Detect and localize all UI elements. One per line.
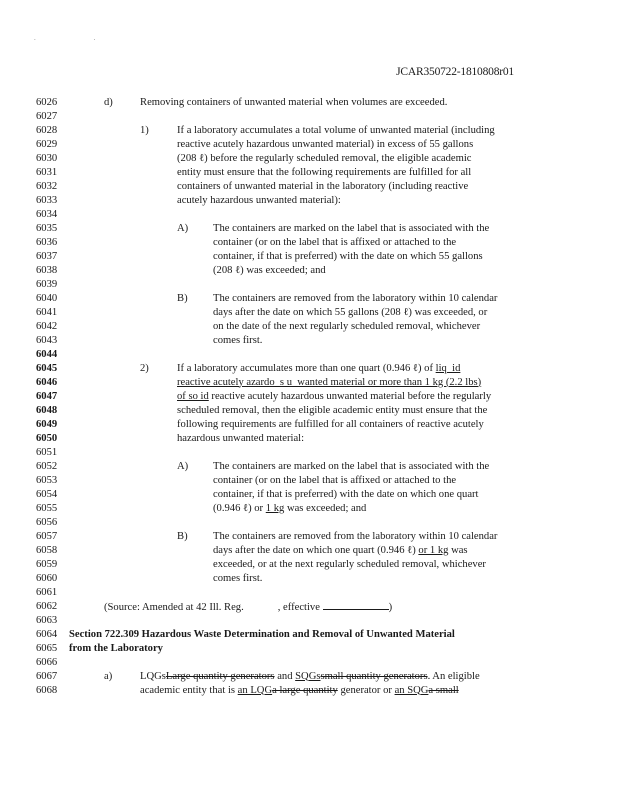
document-line (0, 96, 618, 110)
line-number: 6051 (36, 446, 58, 458)
line-text: comes first. (213, 334, 263, 346)
document-line (0, 684, 618, 698)
document-line (0, 292, 618, 306)
text-segment: small quantity generators (320, 670, 428, 682)
document-line (0, 404, 618, 418)
text-segment: academic entity that is (140, 684, 238, 696)
line-text: scheduled removal, then the eligible academic entity must ensure that the (177, 404, 488, 416)
text-segment: (Source: Amended at 42 Ill. Reg. (104, 601, 244, 613)
document-line (0, 600, 618, 614)
line-number: 6065 (36, 642, 58, 654)
line-text: days after the date on which 55 gallons (208 ℓ) was exceeded, or (213, 306, 488, 318)
text-segment: LQGs (140, 670, 166, 682)
document-line (0, 544, 618, 558)
line-text: following requirements are fulfilled for all containers of reactive acutely (177, 418, 484, 430)
text-segment: a small (428, 684, 459, 696)
document-line (0, 334, 618, 348)
line-text (69, 642, 163, 656)
line-text: The containers are marked on the label that is associated with the (213, 222, 490, 234)
document-line (0, 376, 618, 390)
line-text: The containers are marked on the label that is associated with the (213, 460, 490, 472)
line-number: 6062 (36, 600, 58, 612)
text-segment: , effective (277, 601, 323, 613)
text-segment: Large quantity generators (165, 670, 275, 682)
line-text: exceeded, or at the next regularly scheduled removal, whichever (213, 558, 486, 570)
line-number: 6056 (36, 516, 58, 528)
text-segment: was exceeded; and (284, 502, 367, 514)
line-text: (208 ℓ) was exceeded; and (213, 264, 326, 276)
line-text: reactive acutely hazardous unwanted material) in excess of 55 gallons (177, 138, 474, 150)
line-text (177, 362, 460, 376)
line-number: 6054 (36, 488, 58, 500)
line-text: 2) (140, 362, 149, 374)
line-text: comes first. (213, 572, 263, 584)
text-segment: (0.946 ℓ) or (213, 502, 266, 514)
line-number: 6037 (36, 250, 58, 262)
line-number: 6050 (36, 432, 58, 444)
line-number: 6040 (36, 292, 58, 304)
line-number: 6034 (36, 208, 58, 220)
line-text: A) (177, 460, 189, 472)
line-text: a) (104, 670, 113, 682)
text-segment: reactive acutely azardo_s u_wanted material or more than 1 kg (2.2 lbs) (177, 376, 482, 388)
line-text (213, 544, 468, 558)
document-line (0, 586, 618, 600)
document-line (0, 530, 618, 544)
document-line (0, 488, 618, 502)
document-line (0, 236, 618, 250)
line-text: A) (177, 222, 189, 234)
text-segment: ) (388, 601, 393, 613)
line-number: 6066 (36, 656, 58, 668)
line-text: container, if that is preferred) with the date on which 55 gallons (213, 250, 483, 262)
document-id-header: JCAR350722-1810808r01 (396, 66, 514, 78)
line-text: containers of unwanted material in the laboratory (including reactive (177, 180, 469, 192)
document-line (0, 208, 618, 222)
line-number: 6027 (36, 110, 58, 122)
text-segment: generator or (337, 684, 395, 696)
document-line (0, 670, 618, 684)
document-line (0, 502, 618, 516)
document-line (0, 628, 618, 642)
document-line (0, 418, 618, 432)
line-text: (208 ℓ) before the regularly scheduled removal, the eligible academic (177, 152, 472, 164)
line-number: 6035 (36, 222, 58, 234)
line-number: 6032 (36, 180, 58, 192)
line-number: 6031 (36, 166, 58, 178)
document-line (0, 194, 618, 208)
line-number: 6042 (36, 320, 58, 332)
document-line (0, 320, 618, 334)
line-text (69, 628, 455, 642)
line-number: 6064 (36, 628, 58, 640)
fill-in-blank (323, 600, 389, 610)
document-line (0, 614, 618, 628)
line-number: 6061 (36, 586, 58, 598)
line-text (104, 600, 392, 615)
line-number: 6039 (36, 278, 58, 290)
line-text (177, 390, 491, 404)
document-line (0, 432, 618, 446)
line-text: The containers are removed from the laboratory within 10 calendar (213, 292, 498, 304)
line-text: entity must ensure that the following requirements are fulfilled for all (177, 166, 472, 178)
line-text: The containers are removed from the laboratory within 10 calendar (213, 530, 498, 542)
document-line (0, 572, 618, 586)
line-number: 6044 (36, 348, 58, 360)
line-text (140, 670, 480, 684)
text-segment: and (274, 670, 296, 682)
line-number: 6043 (36, 334, 58, 346)
document-line (0, 278, 618, 292)
document-line (0, 250, 618, 264)
line-number: 6029 (36, 138, 58, 150)
line-number: 6033 (36, 194, 58, 206)
line-text: 1) (140, 124, 149, 136)
line-text: container (or on the label that is affixed or attached to the (213, 236, 457, 248)
line-number: 6038 (36, 264, 58, 276)
text-segment: reactive acutely hazardous unwanted material before the regularly (208, 390, 492, 402)
line-number: 6026 (36, 96, 58, 108)
line-text: on the date of the next regularly scheduled removal, whichever (213, 320, 481, 332)
line-text: hazardous unwanted material: (177, 432, 305, 444)
line-number: 6053 (36, 474, 58, 486)
text-segment: from the Laboratory (69, 642, 163, 654)
line-number: 6036 (36, 236, 58, 248)
text-segment: of so id (177, 390, 209, 402)
document-line (0, 124, 618, 138)
document-line (0, 390, 618, 404)
line-number: 6045 (36, 362, 58, 374)
line-text: d) (104, 96, 113, 108)
line-number: 6028 (36, 124, 58, 136)
line-number: 6046 (36, 376, 58, 388)
line-number: 6055 (36, 502, 58, 514)
document-line (0, 264, 618, 278)
document-line (0, 110, 618, 124)
line-number: 6068 (36, 684, 58, 696)
line-number: 6047 (36, 390, 58, 402)
line-text: B) (177, 530, 188, 542)
line-text (140, 684, 459, 698)
document-line (0, 460, 618, 474)
document-line (0, 222, 618, 236)
line-number: 6041 (36, 306, 58, 318)
text-segment: SQGs (295, 670, 321, 682)
line-text: B) (177, 292, 188, 304)
text-segment: liq_id (435, 362, 461, 374)
document-line (0, 138, 618, 152)
document-line (0, 642, 618, 656)
text-segment: 1 kg (265, 502, 285, 514)
line-number: 6058 (36, 544, 58, 556)
line-number: 6030 (36, 152, 58, 164)
line-number: 6052 (36, 460, 58, 472)
line-text (177, 376, 481, 390)
line-text: container, if that is preferred) with the date on which one quart (213, 488, 479, 500)
document-line (0, 348, 618, 362)
text-segment: was (448, 544, 468, 556)
scan-specks: . . (34, 34, 124, 42)
text-segment: an LQG (237, 684, 273, 696)
line-number: 6048 (36, 404, 58, 416)
document-line (0, 656, 618, 670)
text-segment: or 1 kg (418, 544, 449, 556)
text-segment: . An eligible (427, 670, 480, 682)
line-number: 6063 (36, 614, 58, 626)
document-line (0, 558, 618, 572)
document-line (0, 306, 618, 320)
document-line (0, 362, 618, 376)
line-text: acutely hazardous unwanted material): (177, 194, 341, 206)
line-text: Removing containers of unwanted material when volumes are exceeded. (140, 96, 448, 108)
text-segment: If a laboratory accumulates more than one quart (0.946 ℓ) of (177, 362, 436, 374)
text-segment: days after the date on which one quart (0.946 ℓ) (213, 544, 419, 556)
document-line (0, 446, 618, 460)
line-number: 6059 (36, 558, 58, 570)
document-line (0, 474, 618, 488)
document-line (0, 516, 618, 530)
document-line (0, 152, 618, 166)
line-number: 6057 (36, 530, 58, 542)
line-text: container (or on the label that is affixed or attached to the (213, 474, 457, 486)
text-segment: Section 722.309 Hazardous Waste Determination and Removal of Unwanted Material (69, 628, 455, 640)
line-text: If a laboratory accumulates a total volume of unwanted material (including (177, 124, 495, 136)
text-segment: an SQG (394, 684, 429, 696)
line-number: 6060 (36, 572, 58, 584)
document-line (0, 180, 618, 194)
document-line (0, 166, 618, 180)
line-number: 6067 (36, 670, 58, 682)
text-segment: a large quantity (272, 684, 338, 696)
line-text (213, 502, 366, 516)
line-number: 6049 (36, 418, 58, 430)
